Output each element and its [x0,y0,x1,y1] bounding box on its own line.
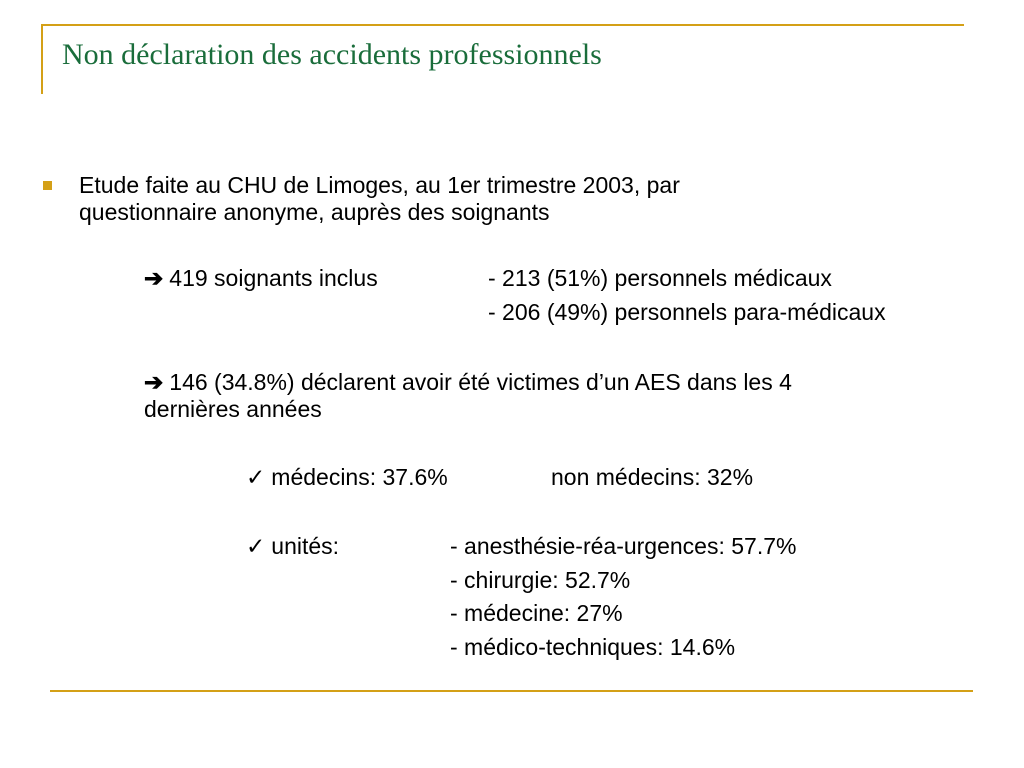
non-medecins-value: non médecins: 32% [551,464,754,490]
inclus-medicaux: - 213 (51%) personnels médicaux [488,265,832,291]
unite-item: - médecine: 27% [450,600,623,626]
medecins-value: médecins: 37.6% [271,464,448,490]
bullet-line-2: questionnaire anonyme, auprès des soignants [79,199,550,225]
unite-item: - chirurgie: 52.7% [450,567,631,593]
right-arrow-icon: ➔ [144,369,164,395]
unites-row [246,532,339,561]
declarent-row [144,368,792,397]
unites-label: unités: [271,533,340,559]
frame-bottom-line [50,690,973,692]
bullet-square-icon [43,181,52,190]
right-arrow-icon: ➔ [144,265,164,291]
medecins-row [246,463,448,492]
inclus-para-medicaux: - 206 (49%) personnels para-médicaux [488,299,886,325]
declarent-line-2: dernières années [144,396,322,422]
bullet-line-1: Etude faite au CHU de Limoges, au 1er trimestre 2003, par [79,172,680,198]
declarent-line-1: 146 (34.8%) déclarent avoir été victimes d’un AES dans les 4 [169,369,792,395]
unite-item: - médico-techniques: 14.6% [450,634,736,660]
inclus-lead: 419 soignants inclus [169,265,378,291]
slide-title: Non déclaration des accidents professionnels [62,38,602,71]
inclus-lead-row [144,264,378,293]
check-icon: ✓ [246,464,266,490]
check-icon: ✓ [246,533,266,559]
frame-top-line [41,24,964,26]
frame-left-line [41,24,43,94]
unite-item: - anesthésie-réa-urgences: 57.7% [450,533,797,559]
